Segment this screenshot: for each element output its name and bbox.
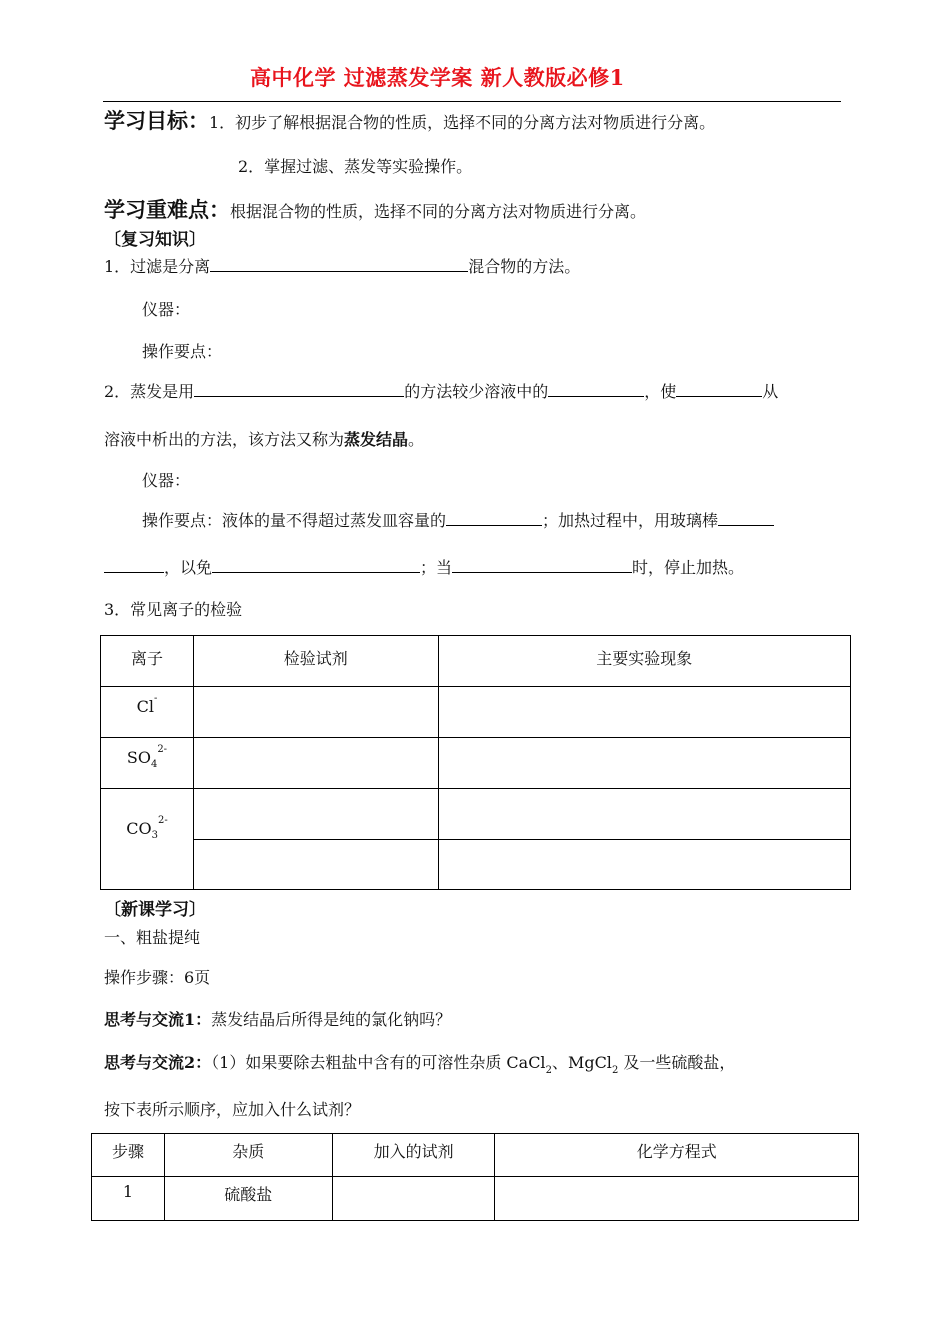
kp3-blank-3[interactable] [452,556,632,573]
reagent-cell-sulfate[interactable] [193,738,438,789]
kp3-c: 时，停止加热。 [632,558,745,577]
reagent-cell-carbonate-1[interactable] [193,789,438,840]
q2-blank-1[interactable] [194,380,404,397]
kp3-blank-1[interactable] [104,556,164,573]
reagent-cell-chloride[interactable] [193,687,438,738]
ion-test-table [100,635,851,890]
review-q3: 3．常见离子的检验 [104,600,243,619]
ion-cell-carbonate: $CO_3^{2-}$ [101,789,194,890]
think-2-text-b: 、MgCl [551,1053,612,1072]
step-table-header-step: 步骤 [92,1134,165,1177]
review-q2-line2 [104,427,424,450]
q2-end: 从 [762,382,779,401]
q2-blank-2[interactable] [548,380,644,397]
ion-cell-sulfate: $SO_4^{2-}$ [101,738,194,789]
equation-cell[interactable] [495,1177,859,1221]
phenomenon-cell-carbonate-1[interactable] [438,789,850,840]
ion-table-header-phenomenon: 主要实验现象 [438,636,850,687]
ion-table-header-ion: 离子 [101,636,194,687]
q2-prefix: 2．蒸发是用 [104,382,195,401]
q2-line2-bold: 蒸发结晶 [344,430,409,449]
think-2-text-c: 及一些硫酸盐， [618,1053,736,1072]
kp2-blank-1[interactable] [446,509,542,526]
step-table-header-reagent: 加入的试剂 [332,1134,495,1177]
q1-suffix: 混合物的方法。 [468,257,581,276]
difficulty-label: 学习重难点： [104,198,230,222]
kp3-a: ，以免 [164,558,213,577]
think-2-line2: 按下表所示顺序，应加入什么试剂？ [104,1100,361,1119]
kp2-blank-2[interactable] [718,509,774,526]
review-q1 [104,254,580,277]
section-salt-purification: 一、粗盐提纯 [104,928,201,947]
q2-instruments: 仪器： [142,471,191,490]
q1-blank[interactable] [210,255,468,272]
reagent-cell[interactable] [332,1177,495,1221]
q2-line2-end: 。 [408,430,425,449]
q2-key-points-line2 [104,555,744,578]
think-1 [104,1007,451,1030]
think-2: 思考与交流2：（1）如果要除去粗盐中含有的可溶性杂质 CaCl$_2$、MgCl$_2$ 及一些硫酸盐， [104,1053,736,1076]
reagent-cell-carbonate-2[interactable] [193,840,438,890]
q2-blank-3[interactable] [676,380,762,397]
objective-1: 1．初步了解根据混合物的性质，选择不同的分离方法对物质进行分离。 [209,113,716,132]
q2-line2-a: 溶液中析出的方法，该方法又称为 [104,430,345,449]
q2-key-points [142,508,774,531]
operation-steps: 操作步骤：6页 [104,968,211,987]
objective-2: 2．掌握过滤、蒸发等实验操作。 [238,157,473,176]
review-q2 [104,379,778,402]
step-table-header-equation: 化学方程式 [495,1134,859,1177]
new-lesson-heading: 〔新课学习〕 [104,900,206,920]
objectives-line1 [104,105,715,135]
phenomenon-cell-chloride[interactable] [438,687,850,738]
phenomenon-cell-carbonate-2[interactable] [438,840,850,890]
review-heading: 〔复习知识〕 [104,230,206,250]
q2-mid1: 的方法较少溶液中的 [404,382,549,401]
q1-instruments: 仪器： [142,300,191,319]
ion-table-header-reagent: 检验试剂 [193,636,438,687]
kp3-blank-2[interactable] [212,556,420,573]
objectives-label: 学习目标： [104,109,209,133]
title-divider [103,101,841,102]
think-1-label: 思考与交流1： [104,1010,212,1029]
q2-mid2: ，使 [644,382,677,401]
difficulty-text: 根据混合物的性质，选择不同的分离方法对物质进行分离。 [230,202,647,221]
q1-prefix: 1．过滤是分离 [104,257,211,276]
step-table-header-impurity: 杂质 [164,1134,332,1177]
ion-cell-chloride: Cl- [101,687,194,738]
think-2-text-a: （1）如果要除去粗盐中含有的可溶性杂质 CaCl [211,1053,546,1072]
difficulty-line [104,194,646,224]
kp2-a: 操作要点：液体的量不得超过蒸发皿容量的 [142,511,447,530]
impurity-step-table [91,1133,859,1221]
phenomenon-cell-sulfate[interactable] [438,738,850,789]
kp3-b: ；当 [420,558,453,577]
kp2-b: ；加热过程中，用玻璃棒 [542,511,719,530]
impurity-cell: 硫酸盐 [164,1177,332,1221]
think-1-text: 蒸发结晶后所得是纯的氯化钠吗？ [211,1010,452,1029]
q1-key-points: 操作要点： [142,342,223,361]
page-title: 高中化学 过滤蒸发学案 新人教版必修1 [250,65,625,90]
think-2-label: 思考与交流2： [104,1053,212,1072]
step-cell: 1 [92,1177,165,1221]
